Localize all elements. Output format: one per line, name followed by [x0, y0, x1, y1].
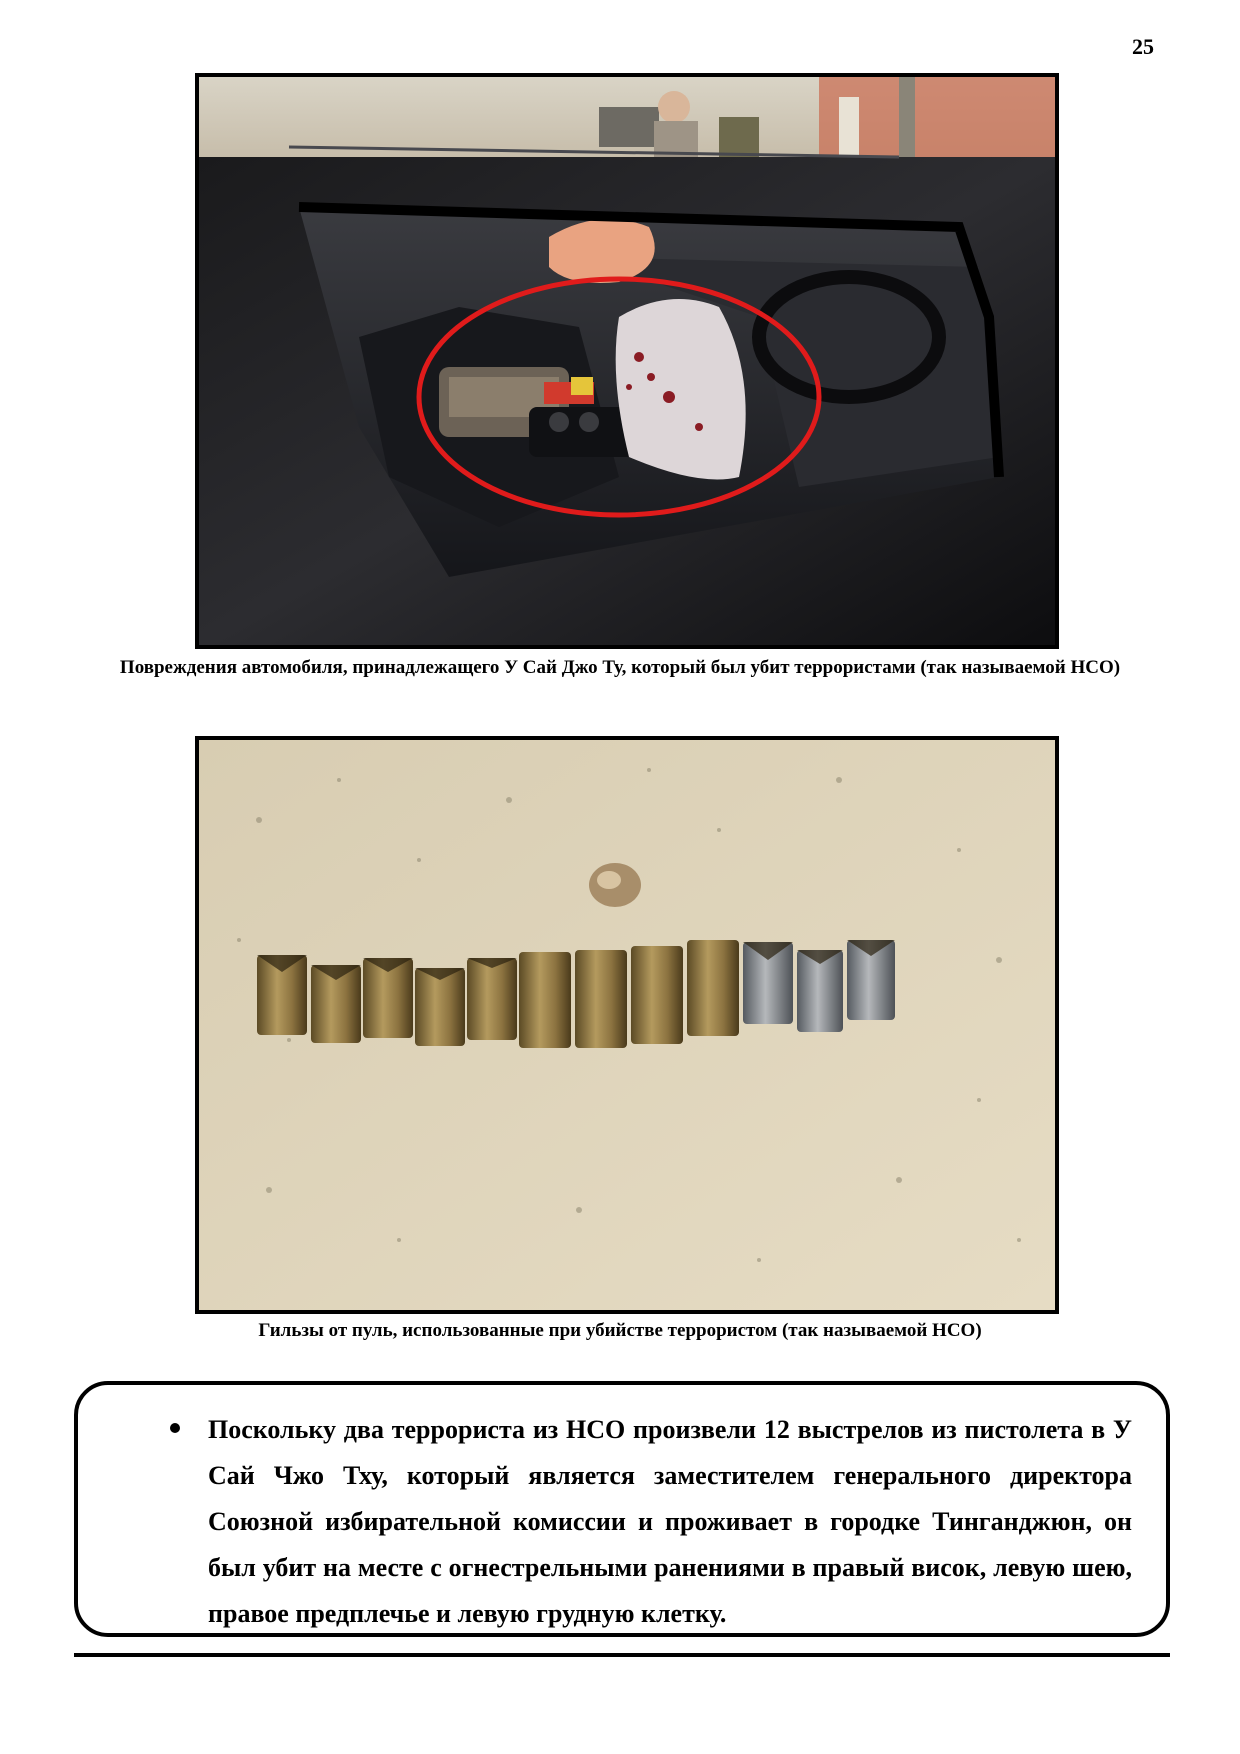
figure-caption: Гильзы от пуль, использованные при убийстве террористом (так называемой НСО): [258, 1320, 982, 1341]
car-interior-photo-icon: [199, 77, 1055, 645]
callout-text: Поскольку два террориста из НСО произвели 12 выстрелов из пистолета в У Сай Чжо Тху, который является заместителем генерального директора Союзной избирательной комиссии и проживает в городке Тинганджюн, он был убит на месте с огнестрельными ранениями в правый висок, левую шею, правое предплечье и левую грудную клетку.: [208, 1415, 1132, 1628]
list-item: [208, 1407, 1132, 1637]
figure-caption: Повреждения автомобиля, принадлежащего У Сай Джо Ту, который был убит террористами (так называемой НСО): [119, 657, 1121, 678]
bullet-casings-photo-icon: [199, 740, 1055, 1310]
bullet-icon: [170, 1423, 180, 1433]
horizontal-rule: [74, 1653, 1170, 1657]
bullet-casings-photo: [195, 736, 1059, 1314]
callout-list: [134, 1407, 1132, 1637]
callout-box: [74, 1381, 1170, 1637]
page-number: 25: [1132, 34, 1154, 59]
car-interior-photo: [195, 73, 1059, 649]
